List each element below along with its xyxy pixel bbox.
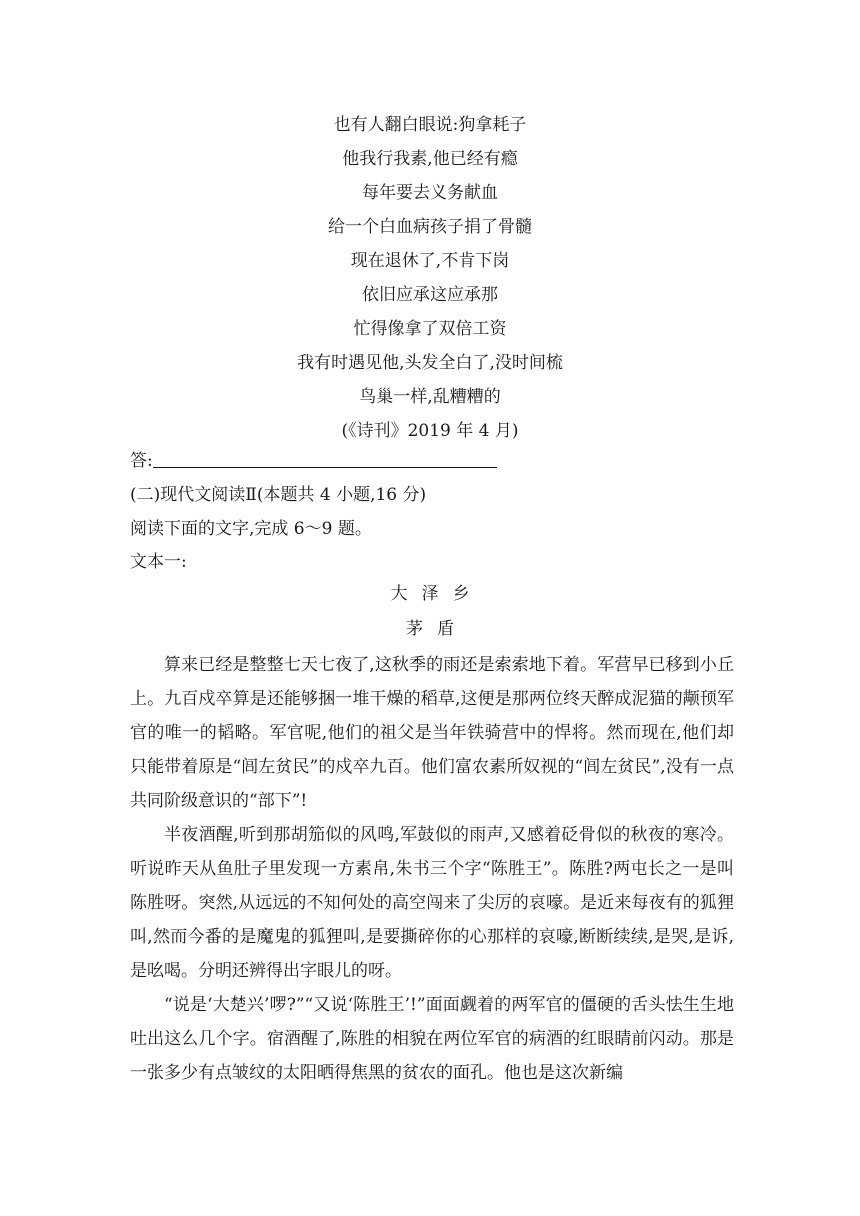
poem-line: 鸟巢一样,乱糟糟的	[359, 387, 501, 407]
poem-line: 也有人翻白眼说:狗拿耗子	[333, 115, 527, 135]
section-title: (二)现代文阅读Ⅱ(本题共 4 小题,16 分)	[130, 485, 427, 505]
article-author: 茅盾	[406, 619, 468, 639]
article-paragraph: 算来已经是整整七天七夜了,这秋季的雨还是索索地下着。军营早已移到小丘上。九百戍卒算是还能够捆一堆干燥的稻草,这便是那两位终天醉成泥猫的颟顸军官的唯一的韬略。军官呢,他们的祖父是当年铁骑营中的悍将。然而现在,他们却只能带着原是“闾左贫民”的戍卒九百。他们富农素所奴视的“闾左贫民”,没有一点共同阶级意识的“部下”!	[130, 655, 734, 811]
poem-line: 给一个白血病孩子捐了骨髓	[328, 217, 532, 237]
poem-line: 他我行我素,他已经有瘾	[342, 149, 518, 169]
answer-blank[interactable]	[153, 447, 497, 468]
poem-line: 依旧应承这应承那	[362, 285, 498, 305]
poem-source: (《诗刊》2019 年 4 月)	[341, 421, 519, 441]
answer-row	[130, 447, 497, 475]
answer-label: 答:	[130, 451, 153, 471]
poem-line: 忙得像拿了双倍工资	[353, 319, 507, 339]
poem	[130, 108, 730, 448]
article-paragraph: “说是‘大楚兴’啰?”“又说‘陈胜王’!”面面觑着的两军官的僵硬的舌头怯生生地吐出这么几个字。宿酒醒了,陈胜的相貌在两位军官的病酒的红眼睛前闪动。那是一张多少有点皱纹的太阳晒得焦黑的贫农的面孔。他也是这次新编	[130, 995, 734, 1083]
article-title: 大泽乡	[390, 584, 484, 604]
poem-line: 每年要去义务献血	[362, 183, 498, 203]
text-label: 文本一:	[130, 552, 187, 572]
section-instruction: 阅读下面的文字,完成 6～9 题。	[130, 519, 372, 539]
poem-line: 我有时遇见他,头发全白了,没时间梳	[297, 353, 563, 373]
poem-line: 现在退休了,不肯下岗	[350, 251, 510, 271]
article-paragraph: 半夜酒醒,听到那胡笳似的风鸣,军鼓似的雨声,又感着砭骨似的秋夜的寒冷。听说昨天从鱼肚子里发现一方素帛,朱书三个字“陈胜王”。陈胜?两屯长之一是叫陈胜呀。突然,从远远的不知何处的高空闯来了尖厉的哀嚎。是近来每夜有的狐狸叫,然而今番的是魔鬼的狐狸叫,是要撕碎你的心那样的哀嚎,断断续续,是哭,是诉,是吆喝。分明还辨得出字眼儿的呀。	[130, 825, 734, 981]
article-body	[130, 648, 734, 1090]
